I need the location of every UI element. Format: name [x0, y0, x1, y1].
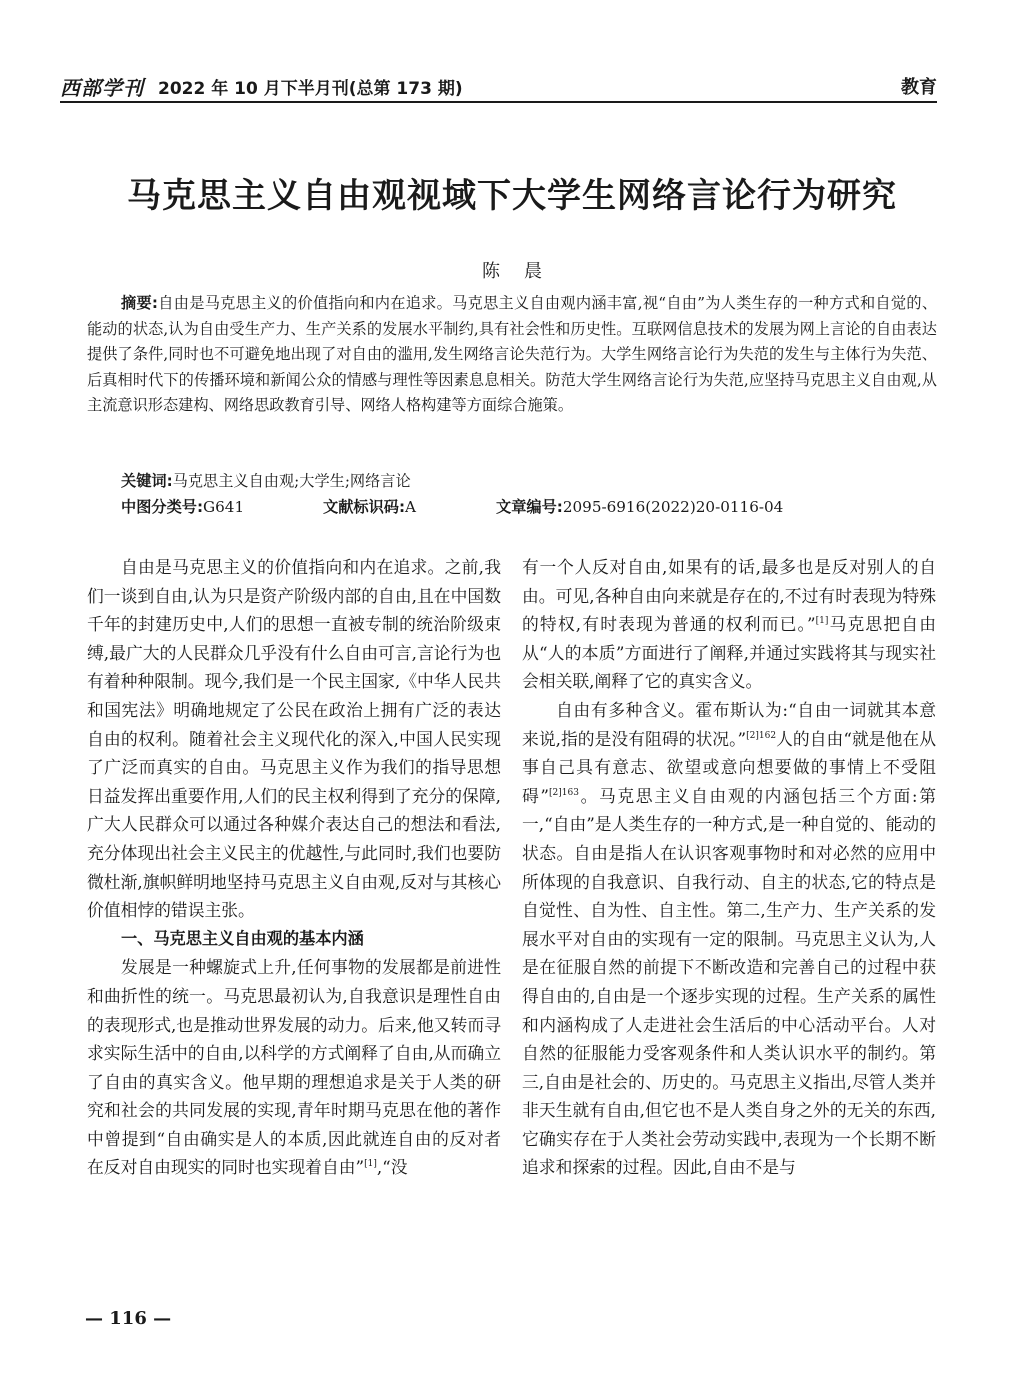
- document-code: [323, 496, 416, 517]
- section-heading: 一、马克思主义自由观的基本内涵: [121, 928, 364, 948]
- article-number-value: 2095-6916(2022)20-0116-04: [562, 498, 784, 516]
- body-paragraph: [87, 953, 501, 1182]
- header-rule: [60, 101, 937, 103]
- paragraph-text: 自由有多种含义。霍布斯认为:“自由一词就其本意来说,指的是没有阻碍的状况。”: [522, 699, 936, 749]
- citation-ref: [1]: [364, 1159, 377, 1170]
- right-column: [522, 553, 936, 1182]
- paragraph-text: 发展是一种螺旋式上升,任何事物的发展都是前进性和曲折性的统一。马克思最初认为,自我意识是理性自由的表现形式,也是推动世界发展的动力。后来,他又转而寻求实际生活中的自由,以科学的方式阐释了自由,从而确立了自由的真实含义。他早期的理想追求是关于人类的研究和社会的共同发展的实现,青年时期马克思在他的著作中曾提到“自由确实是人的本质,因此就连自由的反对者在反对自由现实的同时也实现着自由”: [87, 957, 501, 1178]
- citation-ref: [1]: [815, 616, 829, 627]
- abstract: [87, 291, 937, 419]
- keywords-text: 马克思主义自由观;大学生;网络言论: [172, 472, 411, 490]
- abstract-text: 自由是马克思主义的价值指向和内在追求。马克思主义自由观内涵丰富,视“自由”为人类生存的一种方式和自觉的、能动的状态,认为自由受生产力、生产关系的发展水平制约,具有社会性和历史性。互联网信息技术的发展为网上言论的自由表达提供了条件,同时也不可避免地出现了对自由的滥用,发生网络言论失范行为。大学生网络言论行为失范的发生与主体行为失范、后真相时代下的传播环境和新闻公众的情感与理性等因素息息相关。防范大学生网络言论行为失范,应坚持马克思主义自由观,从主流意识形态建构、网络思政教育引导、网络人格构建等方面综合施策。: [87, 294, 938, 415]
- clc-value: G641: [203, 498, 245, 516]
- journal-logo: 西部学刊: [60, 76, 144, 100]
- paragraph-text: ,“没: [376, 1157, 408, 1178]
- paragraph-text: 有一个人反对自由,如果有的话,最多也是反对别人的自由。可见,各种自由向来就是存在的,不过有时表现为特殊的特权,有时表现为普通的权利而已。”: [522, 557, 936, 635]
- citation-ref: [2]162: [746, 730, 777, 741]
- keywords: [121, 470, 411, 491]
- journal-issue: 2022 年 10 月下半月刊(总第 173 期): [158, 79, 463, 99]
- page-number: — 116 —: [85, 1308, 172, 1329]
- clc-label: 中图分类号:: [121, 498, 204, 516]
- author-name: 陈晨: [482, 261, 566, 282]
- body-paragraph: 自由是马克思主义的价值指向和内在追求。之前,我们一谈到自由,认为只是资产阶级内部的自由,且在中国数千年的封建历史中,人们的思想一直被专制的统治阶级束缚,最广大的人民群众几乎没有什么自由可言,言论行为也有着种种限制。现今,我们是一个民主国家,《中华人民共和国宪法》明确地规定了公民在政治上拥有广泛的表达自由的权利。随着社会主义现代化的深入,中国人民实现了广泛而真实的自由。马克思主义作为我们的指导思想日益发挥出重要作用,人们的民主权利得到了充分的保障,广大人民群众可以通过各种媒介表达自己的想法和看法,充分体现出社会主义民主的优越性,与此同时,我们也要防微杜渐,旗帜鲜明地坚持马克思主义自由观,反对与其核心价值相悖的错误主张。: [87, 557, 501, 921]
- paragraph-text: 人的自由“就是他在从事自己具有意志、欲望或意向想要做的事情上不受阻碍”: [522, 728, 936, 806]
- body-paragraph: [522, 696, 936, 1182]
- article-number-label: 文章编号:: [496, 498, 563, 516]
- clc-number: [121, 496, 244, 517]
- abstract-label: 摘要:: [121, 294, 159, 312]
- running-header: [60, 70, 937, 100]
- article-number: [496, 496, 783, 517]
- document-code-label: 文献标识码:: [323, 498, 406, 516]
- article-title: 马克思主义自由观视域下大学生网络言论行为研究: [127, 176, 897, 216]
- section-name: 教育: [901, 77, 937, 98]
- body-paragraph: [522, 553, 936, 696]
- paragraph-text: 马克思把自由从“人的本质”方面进行了阐释,并通过实践将其与现实社会相关联,阐释了它的真实含义。: [522, 614, 936, 692]
- citation-ref: [2]163: [549, 787, 579, 798]
- paragraph-text: 。马克思主义自由观的内涵包括三个方面:第一,“自由”是人类生存的一种方式,是一种自觉的、能动的状态。自由是指人在认识客观事物时和对必然的应用中所体现的自我意识、自我行动、自主的状态,它的特点是自觉性、自为性、自主性。第二,生产力、生产关系的发展水平对自由的实现有一定的限制。马克思主义认为,人是在征服自然的前提下不断改造和完善自己的过程中获得自由的,自由是一个逐步实现的过程。生产关系的属性和内涵构成了人走进社会生活后的中心活动平台。人对自然的征服能力受客观条件和人类认识水平的制约。第三,自由是社会的、历史的。马克思主义指出,尽管人类并非天生就有自由,但它也不是人类自身之外的无关的东西,它确实存在于人类社会劳动实践中,表现为一个长期不断追求和探索的过程。因此,自由不是与: [522, 785, 936, 1178]
- document-code-value: A: [405, 498, 416, 516]
- left-column: [87, 553, 501, 1182]
- keywords-label: 关键词:: [121, 472, 173, 490]
